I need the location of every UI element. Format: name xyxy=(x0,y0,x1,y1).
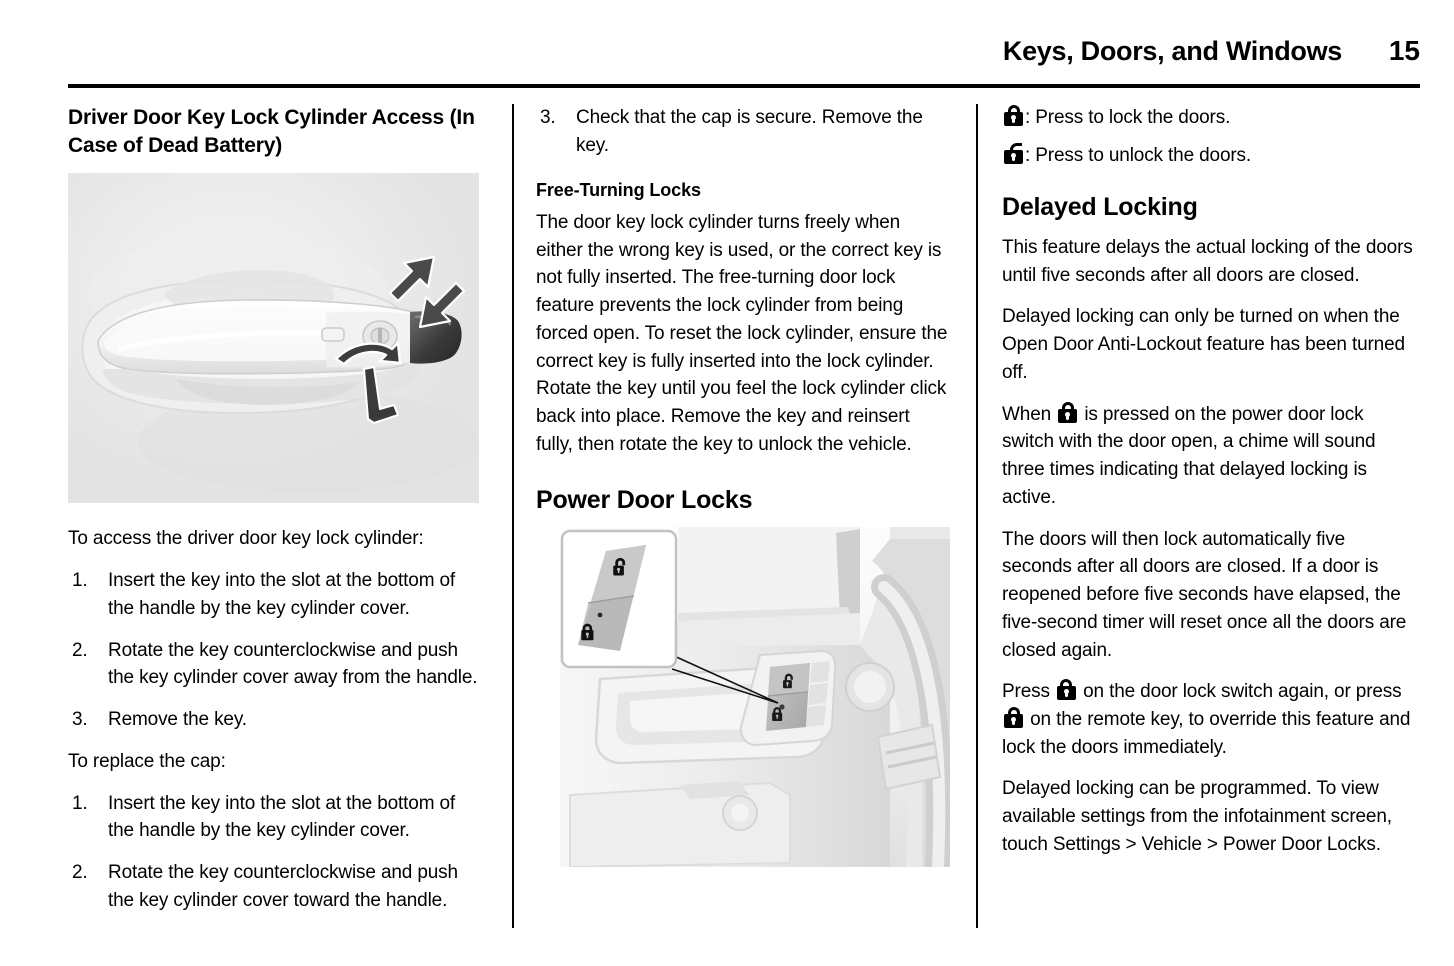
lock-icon xyxy=(1057,679,1076,700)
step-text: Remove the key. xyxy=(108,709,247,731)
middle-column xyxy=(536,104,950,867)
section-heading-key-lock-cylinder-access: Driver Door Key Lock Cylinder Access (In Case of Dead Battery) xyxy=(68,106,475,157)
door-panel-power-lock-switch-figure xyxy=(560,527,950,867)
override-part-3: on the remote key, to override this feature and lock the doors immediately. xyxy=(1002,708,1411,758)
auto-lock-paragraph: The doors will then lock automatically five seconds after all doors are closed. If a door is reopened before five seconds have elapsed, the five-second timer will reset once all the doors are closed again. xyxy=(1002,528,1407,661)
step-text: Rotate the key counterclockwise and push the key cylinder cover away from the handle. xyxy=(108,639,478,689)
step-number: 3. xyxy=(72,709,88,731)
right-column xyxy=(1002,104,1414,873)
access-intro-text: To access the driver door key lock cylinder: xyxy=(68,528,424,550)
page-title: Keys, Doors, and Windows xyxy=(1002,36,1342,66)
when-pressed-before: When xyxy=(1002,403,1052,425)
subheading-free-turning-locks: Free-Turning Locks xyxy=(536,180,701,201)
list-item xyxy=(68,706,482,734)
page-header xyxy=(68,36,1420,90)
step-number: 2. xyxy=(72,862,88,884)
column-divider-left xyxy=(512,104,514,928)
access-steps-list xyxy=(68,567,482,734)
list-item xyxy=(68,790,482,845)
programming-paragraph: Delayed locking can be programmed. To view available settings from the infotainment screen, touch Settings > Vehicle > Power Door Locks. xyxy=(1002,778,1392,855)
override-part-2: on the door lock switch again, or press xyxy=(1083,681,1402,703)
replace-cap-intro-text: To replace the cap: xyxy=(68,750,226,772)
legend-lock-text: : Press to lock the doors. xyxy=(1025,107,1231,128)
free-turning-locks-body: The door key lock cylinder turns freely when either the wrong key is used, or the correct key is not fully inserted. The free-turning door lock feature prevents the lock cylinder from being forced open. To reset the lock cylinder, ensure the correct key is fully inserted into the lock cylinder. Rotate the key until you feel the lock cylinder click back into place. Remove the key and reinsert fully, then rotate the key to unlock the vehicle. xyxy=(536,211,948,455)
header-rule xyxy=(68,84,1420,88)
step-number: 1. xyxy=(72,792,88,814)
legend-unlock-text: : Press to unlock the doors. xyxy=(1025,144,1252,166)
unlock-icon xyxy=(1004,143,1023,164)
step-number: 2. xyxy=(72,639,88,661)
column-divider-right xyxy=(976,104,978,928)
list-item xyxy=(68,637,482,692)
override-part-1: Press xyxy=(1002,681,1050,703)
when-pressed-after: is pressed on the power door lock switch with the door open, a chime will sound three times indicating that delayed locking is active. xyxy=(1002,403,1376,508)
list-item xyxy=(536,104,950,159)
lock-icon xyxy=(1004,105,1023,126)
step-number: 3. xyxy=(540,107,556,128)
list-item xyxy=(68,567,482,622)
delayed-locking-paragraph-1: This feature delays the actual locking of the doors until five seconds after all doors are closed. xyxy=(1002,236,1413,286)
heading-delayed-locking: Delayed Locking xyxy=(1002,193,1198,222)
replace-cap-steps-list xyxy=(68,790,482,915)
legend-lock xyxy=(1002,104,1414,132)
override-paragraph xyxy=(1002,678,1414,761)
list-item xyxy=(68,859,482,914)
step-text: Insert the key into the slot at the bottom of the handle by the key cylinder cover. xyxy=(108,570,456,619)
lock-icon xyxy=(1058,402,1077,423)
replace-cap-steps-continued xyxy=(536,104,950,159)
step-text: Check that the cap is secure. Remove the key. xyxy=(576,107,923,156)
when-pressed-paragraph xyxy=(1002,401,1414,512)
left-column xyxy=(68,104,482,929)
page-number: 15 xyxy=(1388,35,1420,66)
lock-icon xyxy=(1004,707,1023,728)
step-text: Rotate the key counterclockwise and push the key cylinder cover toward the handle. xyxy=(108,862,458,911)
legend-unlock xyxy=(1002,142,1414,170)
heading-power-door-locks: Power Door Locks xyxy=(536,486,753,515)
step-number: 1. xyxy=(72,570,88,592)
step-text: Insert the key into the slot at the bottom of the handle by the key cylinder cover. xyxy=(108,792,456,842)
driver-door-handle-figure xyxy=(68,173,479,503)
delayed-locking-paragraph-2: Delayed locking can only be turned on when the Open Door Anti-Lockout feature has been turned off. xyxy=(1002,306,1405,383)
